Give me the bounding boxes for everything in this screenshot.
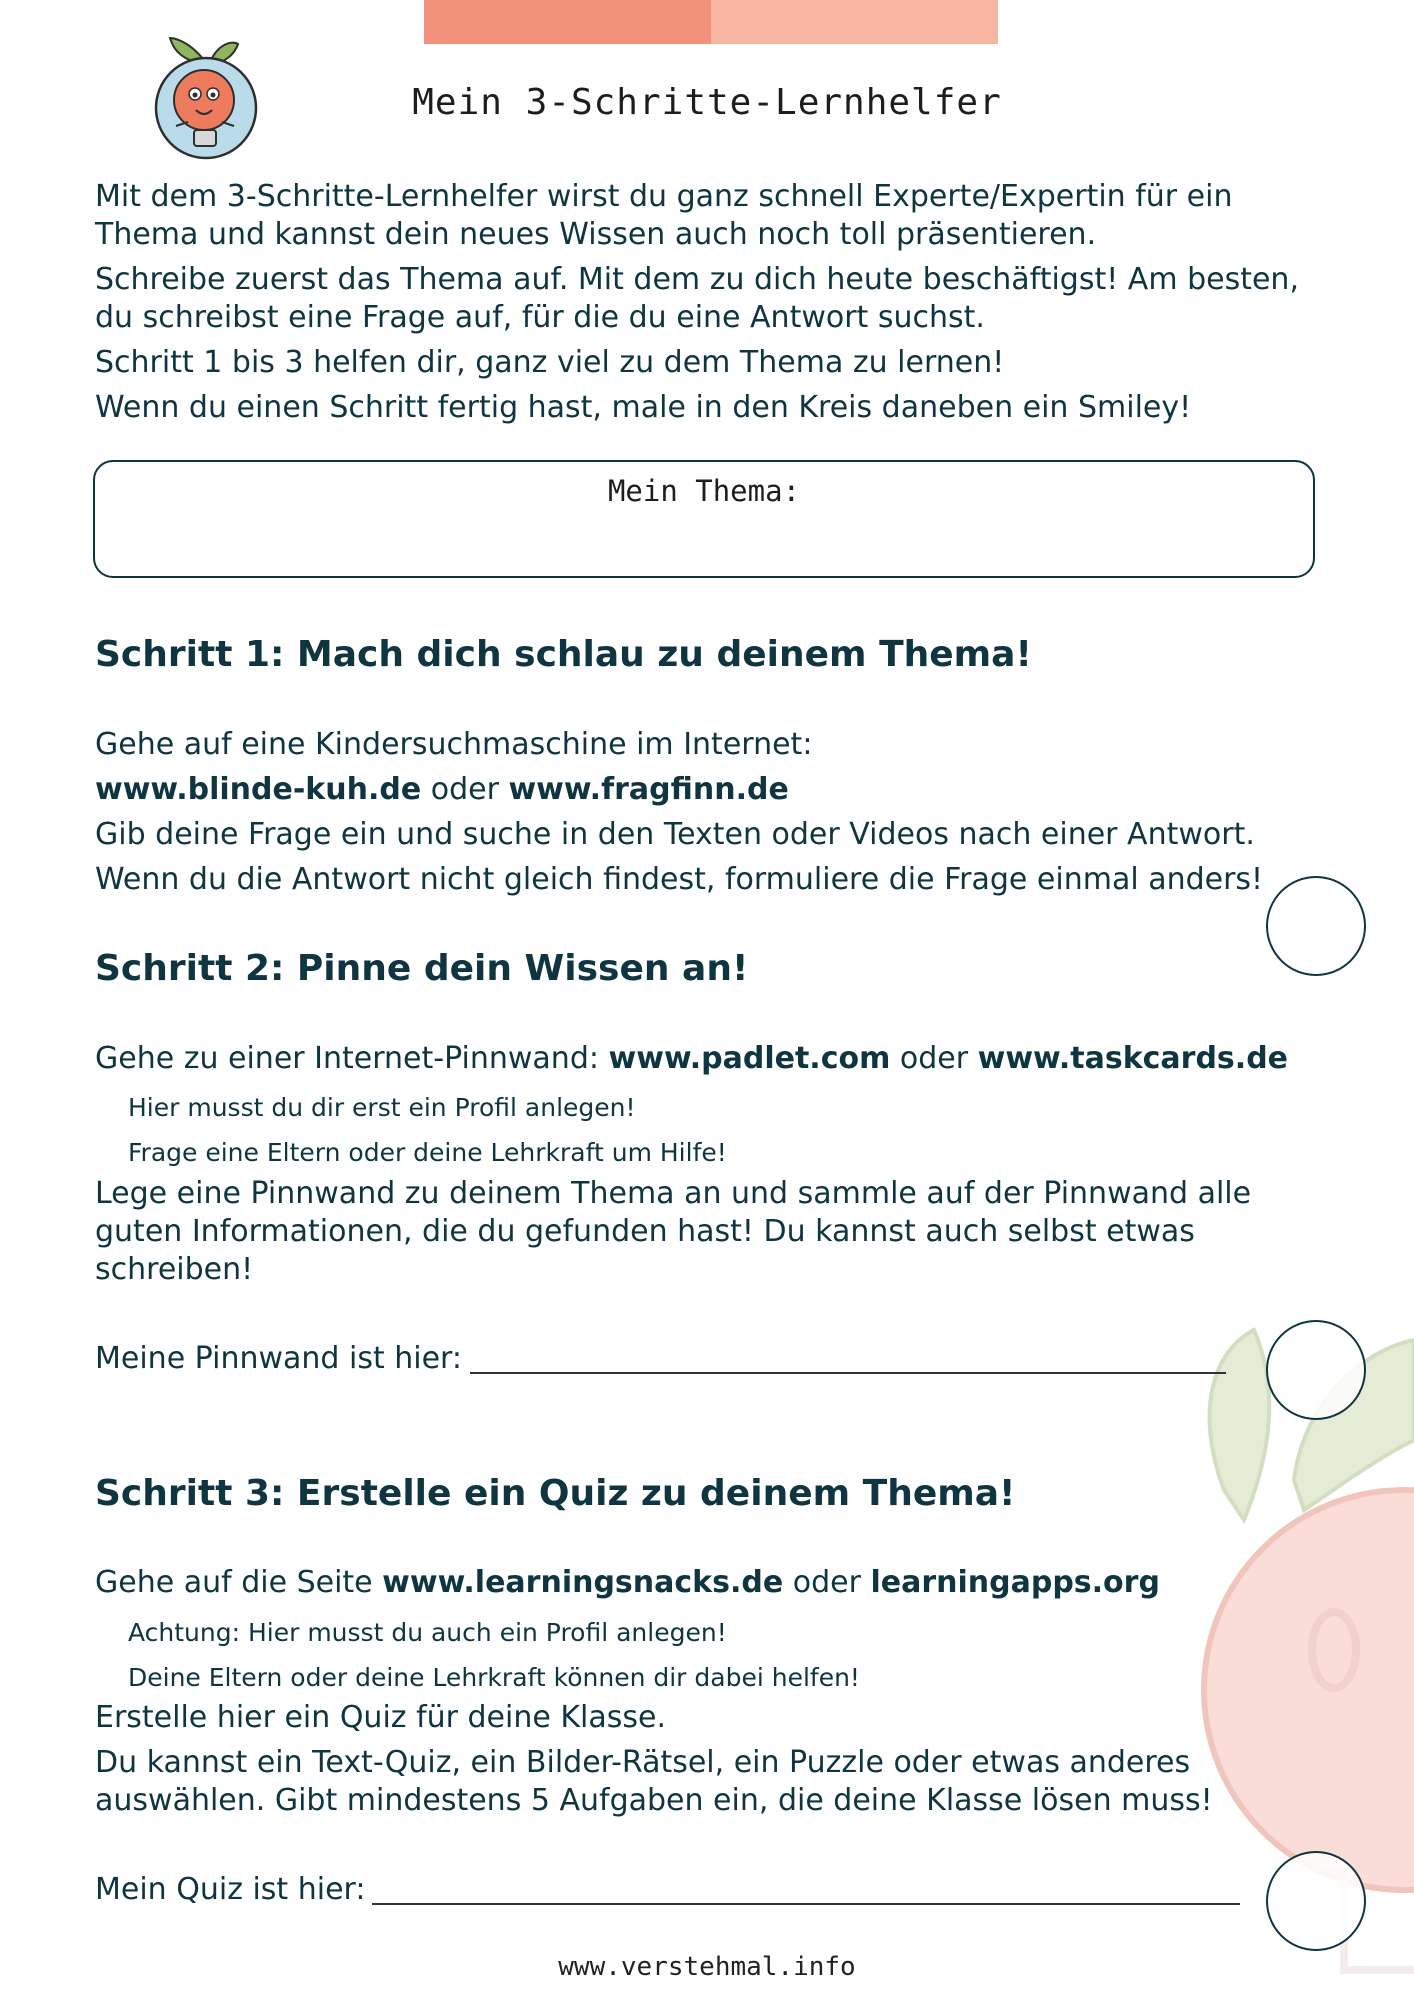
theme-input-box[interactable] [93, 460, 1315, 578]
step3-text: Erstelle hier ein Quiz für deine Klasse. [95, 1700, 666, 1735]
step3-note: Achtung: Hier musst du auch ein Profil anlegen! [128, 1618, 727, 1647]
intro-text: Wenn du einen Schritt fertig hast, male in den Kreis daneben ein Smiley! [95, 390, 1192, 425]
intro-text: du schreibst eine Frage auf, für die du eine Antwort suchst. [95, 300, 985, 335]
step3-text: auswählen. Gibt mindestens 5 Aufgaben ein, die deine Klasse lösen muss! [95, 1783, 1213, 1818]
intro-text: Mit dem 3-Schritte-Lernhelfer wirst du ganz schnell Experte/Expertin für ein [95, 179, 1233, 214]
step2-links [95, 1040, 1288, 1078]
or-text: oder [890, 1041, 978, 1076]
link-taskcards[interactable]: www.taskcards.de [977, 1041, 1289, 1076]
link-padlet[interactable]: www.padlet.com [608, 1041, 891, 1076]
step3-answer-label: Mein Quiz ist hier: [95, 1872, 366, 1907]
link-learningapps[interactable]: learningapps.org [870, 1565, 1160, 1600]
step1-heading: Schritt 1: Mach dich schlau zu deinem Thema! [95, 634, 1032, 675]
step3-heading: Schritt 3: Erstelle ein Quiz zu deinem Thema! [95, 1473, 1016, 1514]
step3-note: Deine Eltern oder deine Lehrkraft können dir dabei helfen! [128, 1663, 860, 1692]
step3-links [95, 1564, 1160, 1602]
pinnwand-answer-line[interactable] [470, 1372, 1226, 1374]
intro-text: Schritt 1 bis 3 helfen dir, ganz viel zu dem Thema zu lernen! [95, 345, 1005, 380]
footer-url[interactable]: www.verstehmal.info [558, 1952, 856, 1982]
step2-note: Frage eine Eltern oder deine Lehrkraft um Hilfe! [128, 1138, 727, 1167]
step2-text: schreiben! [95, 1252, 254, 1287]
step2-answer-label: Meine Pinnwand ist hier: [95, 1341, 462, 1376]
step3-smiley-circle[interactable] [1266, 1851, 1366, 1951]
step2-smiley-circle[interactable] [1266, 1320, 1366, 1420]
step1-text: Gehe auf eine Kindersuchmaschine im Internet: [95, 727, 813, 762]
theme-label: Mein Thema: [607, 474, 801, 508]
intro-text: Thema und kannst dein neues Wissen auch noch toll präsentieren. [95, 217, 1097, 252]
page-title: Mein 3-Schritte-Lernhelfer [412, 82, 1002, 123]
step2-heading: Schritt 2: Pinne dein Wissen an! [95, 948, 749, 989]
header-bar-right [711, 0, 998, 44]
or-text: oder [421, 772, 509, 807]
step3-text: Gehe auf die Seite [95, 1565, 383, 1600]
step1-smiley-circle[interactable] [1266, 876, 1366, 976]
step2-text: Lege eine Pinnwand zu deinem Thema an und sammle auf der Pinnwand alle [95, 1176, 1252, 1211]
step1-text: Wenn du die Antwort nicht gleich findest, formuliere die Frage einmal anders! [95, 862, 1264, 897]
step2-note: Hier musst du dir erst ein Profil anlegen! [128, 1093, 636, 1122]
step2-text: Gehe zu einer Internet-Pinnwand: [95, 1041, 609, 1076]
step1-text: Gib deine Frage ein und suche in den Texten oder Videos nach einer Antwort. [95, 817, 1255, 852]
step3-text: Du kannst ein Text-Quiz, ein Bilder-Rätsel, ein Puzzle oder etwas anderes [95, 1745, 1191, 1780]
step2-text: guten Informationen, die du gefunden hast! Du kannst auch selbst etwas [95, 1214, 1195, 1249]
link-fragfinn[interactable]: www.fragfinn.de [508, 772, 789, 807]
link-blinde-kuh[interactable]: www.blinde-kuh.de [95, 772, 422, 807]
header-bar-left [424, 0, 711, 44]
intro-text: Schreibe zuerst das Thema auf. Mit dem zu dich heute beschäftigst! Am besten, [95, 262, 1299, 297]
link-learningsnacks[interactable]: www.learningsnacks.de [382, 1565, 784, 1600]
quiz-answer-line[interactable] [372, 1903, 1240, 1905]
step1-links [95, 771, 789, 809]
or-text: oder [783, 1565, 871, 1600]
